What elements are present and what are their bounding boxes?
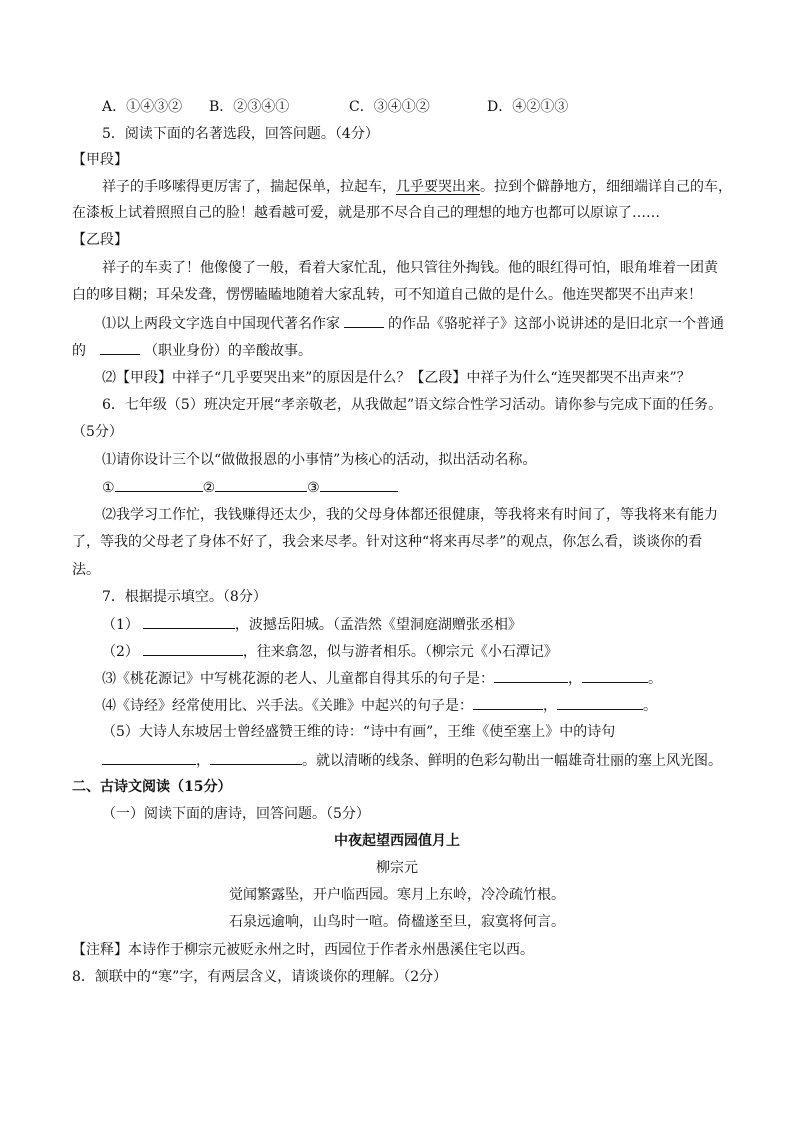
q4-option-d: D．④②①③ [487, 99, 569, 115]
poem-line-1: 觉闻繁露坠，开户临西园。寒月上东岭，冷冷疏竹根。 [229, 887, 565, 903]
q5-jia-label: 【甲段】 [72, 152, 128, 168]
q7-item2 [102, 641, 558, 662]
q7-item5-line2 [102, 750, 722, 771]
q7-item3-comma: ， [568, 671, 582, 687]
q6-sub1: ⑴请你设计三个以“做做报恩的小事情”为核心的活动，拟出活动名称。 [102, 452, 537, 468]
q5-sub1-line2-post: （职业身份）的辛酸故事。 [144, 343, 312, 359]
q6-title-line1: 6．七年级（5）班决定开展“孝亲敬老，从我做起”语文综合性学习活动。请你参与完成下面的任务。 [102, 397, 723, 413]
q6-sub2-line1: ⑵我学习工作忙，我钱赚得还太少，我的父母身体都还很健康，等我将来有时间了，等我将来有能力 [102, 507, 718, 523]
q5-sub1-line2 [72, 340, 312, 361]
q5-author-blank[interactable] [344, 313, 384, 328]
q7-item2-blank[interactable] [143, 641, 243, 656]
q7-item2-pre: （2） [102, 644, 139, 660]
q7-item3 [102, 668, 662, 689]
q5-sub1-line2-pre: 的 [72, 343, 86, 359]
q4-options [102, 97, 568, 117]
q4-option-b: B．②③④① [209, 99, 290, 115]
q5-yi-line1: 祥子的车卖了！他像傻了一般，看着大家忙乱，他只管往外掏钱。他的眼红得可怕，眼角堆着一团黄 [102, 260, 718, 276]
q6-sub2-line3: 法。 [72, 562, 100, 578]
poem-line-2: 石泉远逾响，山鸟时一喧。倚楹遂至旦，寂寞将何言。 [229, 914, 565, 930]
q8-question: 8．颔联中的“寒”字，有两层含义，请谈谈你的理解。（2分） [72, 969, 448, 985]
q7-item1-post: ，波撼岳阳城。（孟浩然《望洞庭湖赠张丞相》 [234, 617, 522, 633]
q4-option-a: A．①④③② [102, 99, 183, 115]
q7-item5-line2-post: 。就以清晰的线条、鲜明的色彩勾勒出一幅雄奇壮丽的塞上风光图。 [302, 753, 722, 769]
q6-marker-2: ② [202, 480, 216, 496]
q7-item5-comma: ， [196, 753, 210, 769]
q7-item4-period: 。 [643, 698, 657, 714]
q7-item1-blank[interactable] [143, 614, 235, 629]
q5-title: 5．阅读下面的名著选段，回答问题。（4分） [102, 126, 379, 142]
q5-sub1-line1 [102, 313, 724, 334]
q6-title-line2: （5分） [72, 424, 123, 440]
q6-marker-3: ③ [307, 480, 320, 496]
q6-activity-blank-2[interactable] [215, 477, 307, 492]
q6-activity-blanks [102, 477, 398, 498]
q4-option-c: C．③④①② [349, 99, 430, 115]
q7-item2-post: ，往来翕忽，似与游者相乐。（柳宗元《小石潭记》 [242, 644, 558, 660]
q7-title: 7．根据提示填空。（8分） [102, 589, 267, 605]
q7-item3-pre: ⑶《桃花源记》中写桃花源的老人、儿童都自得其乐的句子是： [102, 671, 494, 687]
q5-jia-line1-post: 。拉到个僻静地方，细细端详自己的车， [480, 179, 732, 195]
q6-activity-blank-3[interactable] [320, 477, 398, 492]
q7-item3-period: 。 [648, 671, 662, 687]
q7-item5-line1: （5）大诗人东坡居士曾经盛赞王维的诗：“诗中有画”，王维《使至塞上》中的诗句 [102, 724, 616, 740]
q5-jia-underlined-phrase: 几乎要哭出来 [396, 179, 480, 195]
q7-item5-blank-2[interactable] [210, 750, 302, 765]
q5-jia-line1-pre: 祥子的手哆嗦得更厉害了，揣起保单，拉起车， [102, 179, 396, 195]
q5-sub2: ⑵【甲段】中祥子“几乎要哭出来”的原因是什么？【乙段】中祥子为什么“连哭都哭不出声来”？ [102, 370, 691, 386]
poem-note: 【注释】本诗作于柳宗元被贬永州之时，西园位于作者永州愚溪住宅以西。 [72, 942, 534, 958]
q7-item4-pre: ⑷《诗经》经常使用比、兴手法。《关雎》中起兴的句子是： [102, 698, 473, 714]
q7-item5-blank-1[interactable] [102, 750, 196, 765]
q5-yi-line2: 白的哆目糊；耳朵发聋，愣愣瞌瞌地随着大家乱转，可不知道自己做的是什么。他连哭都哭不出声来！ [72, 287, 702, 303]
section2-heading: 二、古诗文阅读（15分） [72, 779, 232, 795]
q5-yi-label: 【乙段】 [72, 232, 128, 248]
q7-item1-pre: （1） [102, 617, 139, 633]
q7-item3-blank-2[interactable] [582, 668, 648, 683]
section2-sub1: （一）阅读下面的唐诗，回答问题。（5分） [102, 806, 370, 822]
q7-item4-blank-1[interactable] [473, 695, 543, 710]
q6-sub2-line2: 了，等我的父母老了身体不好了，我会来尽孝。针对这种“将来再尽孝”的观点，你怎么看，谈谈你的看 [72, 534, 703, 550]
q6-activity-blank-1[interactable] [115, 477, 203, 492]
q5-sub1-pre: ⑴以上两段文字选自中国现代著名作家 [102, 316, 340, 332]
q7-item4-comma: ， [543, 698, 557, 714]
q7-item4-blank-2[interactable] [557, 695, 643, 710]
q7-item4 [102, 695, 657, 716]
poem-title: 中夜起望西园值月上 [334, 833, 460, 849]
q6-marker-1: ① [102, 480, 115, 496]
poem-author: 柳宗元 [376, 860, 418, 876]
q7-item3-blank-1[interactable] [494, 668, 568, 683]
q5-jia-line2: 在漆板上试着照照自己的脸！越看越可爱，就是那不尽合自己的理想的地方也都可以原谅了…… [72, 205, 660, 221]
q5-occupation-blank[interactable] [100, 340, 140, 355]
q7-item1 [102, 614, 522, 635]
q5-jia-line1 [102, 177, 732, 197]
q5-sub1-post: 的作品《骆驼祥子》这部小说讲述的是旧北京一个普通 [388, 316, 724, 332]
